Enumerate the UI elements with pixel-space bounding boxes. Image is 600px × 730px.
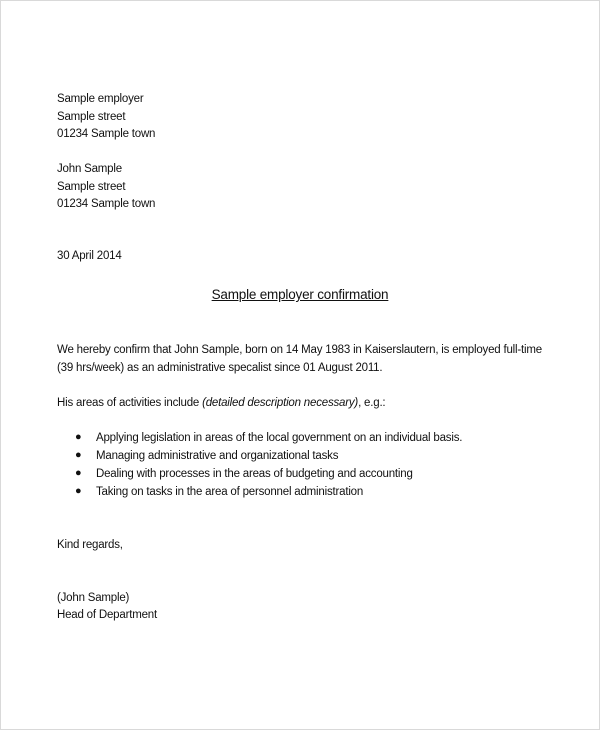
signature-position: Head of Department <box>57 609 157 621</box>
recipient-city: 01234 Sample town <box>57 198 156 210</box>
activities-intro <box>57 396 385 410</box>
activities-intro-italic: (detailed description necessary) <box>202 397 359 409</box>
recipient-street: Sample street <box>57 181 126 193</box>
bullet-icon: ● <box>75 431 82 443</box>
sender-city: 01234 Sample town <box>57 128 156 140</box>
list-item: Taking on tasks in the area of personnel administration <box>96 486 364 498</box>
signature-name: (John Sample) <box>57 592 130 604</box>
bullet-icon: ● <box>75 485 82 497</box>
letter-title: Sample employer confirmation <box>211 287 389 302</box>
sender-name: Sample employer <box>57 93 144 105</box>
sender-street: Sample street <box>57 111 126 123</box>
bullet-icon: ● <box>75 449 82 461</box>
activities-intro-prefix: His areas of activities include <box>57 397 203 409</box>
activities-intro-suffix: , e.g.: <box>358 397 386 409</box>
recipient-name: John Sample <box>57 163 122 175</box>
list-item: Dealing with processes in the areas of budgeting and accounting <box>96 468 413 480</box>
closing: Kind regards, <box>57 539 123 551</box>
list-item: Managing administrative and organizational tasks <box>96 450 339 462</box>
body-paragraph-line-2: (39 hrs/week) as an administrative specalist since 01 August 2011. <box>57 362 383 374</box>
bullet-icon: ● <box>75 467 82 479</box>
body-paragraph-line-1: We hereby confirm that John Sample, born on 14 May 1983 in Kaiserslautern, is employed full-time <box>57 344 542 356</box>
list-item: Applying legislation in areas of the local government on an individual basis. <box>96 432 463 444</box>
letter-date: 30 April 2014 <box>57 250 122 262</box>
